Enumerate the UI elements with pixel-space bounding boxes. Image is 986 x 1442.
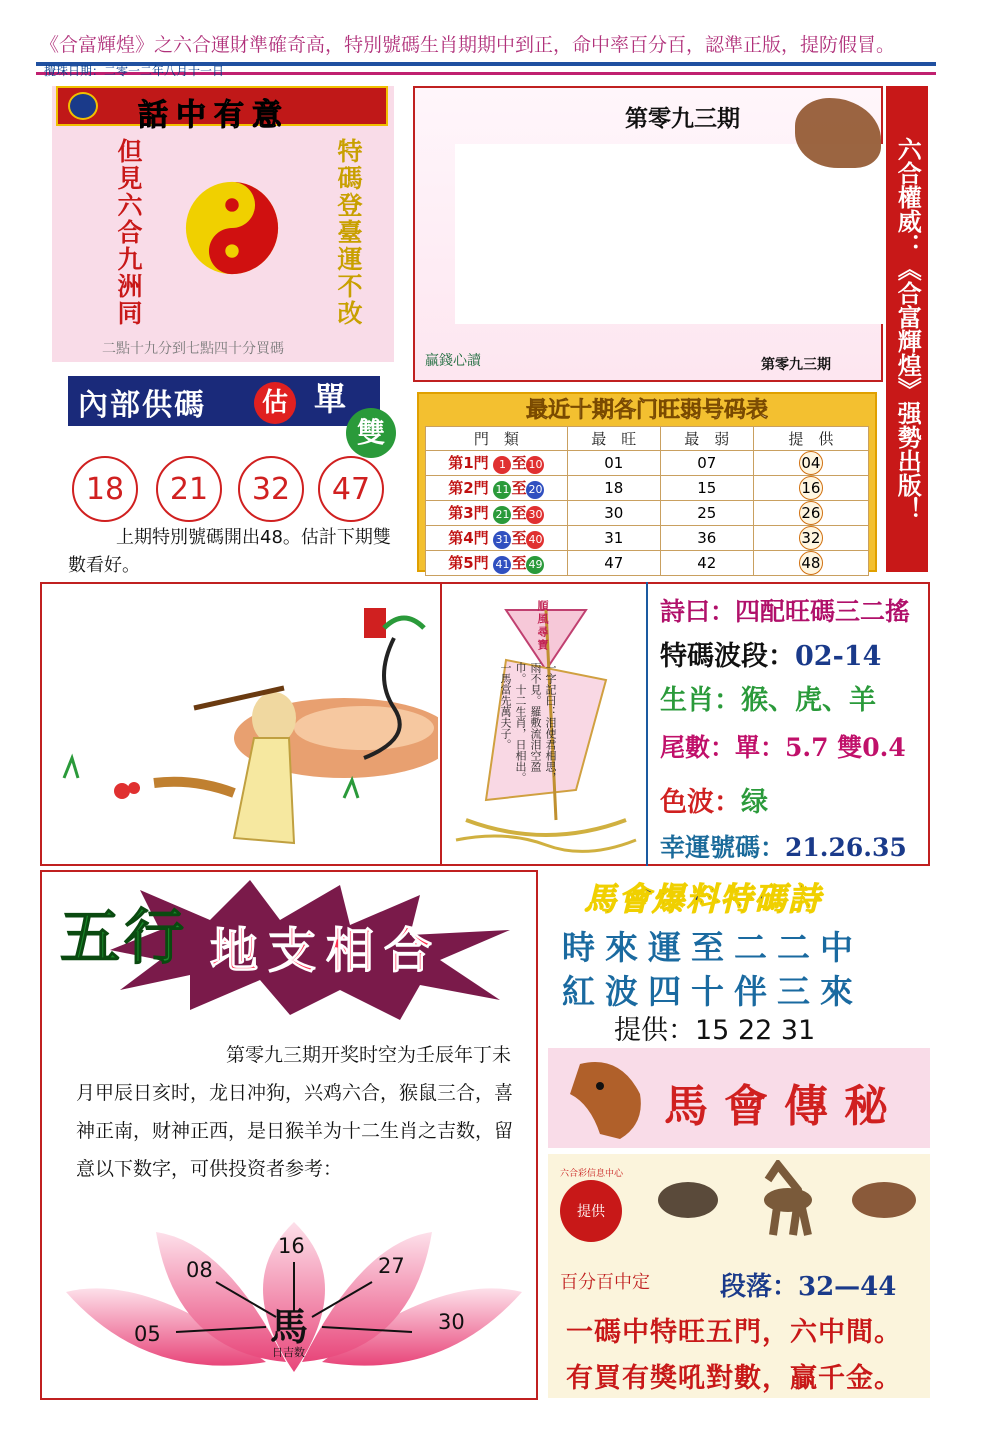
gate-cell: [426, 501, 568, 526]
horse-figure: [795, 98, 881, 168]
horse-poem-line1: 時來運至二二中: [562, 928, 863, 967]
table-row: [426, 451, 869, 476]
range-to: 20: [526, 481, 544, 499]
brand-logo-area: [455, 144, 885, 324]
col-header: 最 弱: [660, 427, 753, 451]
horse-head-icon: [560, 1054, 650, 1144]
lotus-number: 05: [134, 1322, 161, 1346]
banner-text: 《合富輝煌》之六合運財準確奇高，特別號碼生肖期期中到正，命中率百分百，認準正版，提防假冒。: [40, 34, 896, 56]
vertical-slogan: 六合權威：《合富輝煌》强勢出版！: [886, 86, 928, 572]
horse-poem-title: 馬會爆料特碼詩: [584, 880, 823, 918]
lucky-row: [660, 828, 907, 864]
divider: [440, 582, 442, 866]
range-to-word: 至: [511, 554, 527, 572]
gate-cell: [426, 526, 568, 551]
table-row: [426, 526, 869, 551]
poem-panel: [650, 584, 928, 864]
pick-number: 26: [799, 501, 823, 525]
double-tag: 雙: [346, 408, 396, 458]
range-to-word: 至: [511, 454, 527, 472]
gate-name: 第3門: [448, 504, 489, 522]
estimate-tag: 估: [254, 382, 296, 424]
hua-zhong-right: 特碼登臺運不改: [334, 138, 363, 327]
secret-line2: 有買有獎吼對數，贏千金。: [566, 1363, 902, 1394]
buy-time-note: 二點十九分到七點四十分買碼: [102, 341, 284, 357]
lotus-number: 30: [438, 1310, 465, 1334]
horse-poem-provide: 提供：15 22 31: [614, 1015, 816, 1046]
cold-cell: 36: [660, 526, 753, 551]
lucky-label: 幸運號碼：: [660, 833, 786, 862]
hua-zhong-left: 但見六合九洲同: [114, 138, 143, 327]
hua-zhong-panel: [52, 86, 394, 362]
pick-number: 32: [799, 526, 823, 550]
lotus-number: 27: [378, 1254, 405, 1278]
internal-header: [68, 376, 380, 426]
gate-cell: [426, 451, 568, 476]
secret-title: 馬會傳秘: [664, 1081, 904, 1132]
range-from: 1: [493, 456, 511, 474]
lotus-center-note: 日吉数: [272, 1346, 305, 1359]
brand-slogan: 贏錢心讀: [425, 353, 481, 369]
seal-ring-text: 六合彩信息中心: [560, 1169, 624, 1179]
col-header: 最 旺: [567, 427, 660, 451]
draw-date: 攪珠日期：二零一二年八月十一日: [44, 64, 225, 78]
pick-cell: [753, 526, 868, 551]
range-from: 31: [493, 531, 511, 549]
tail-double: 雙0.4: [837, 733, 906, 762]
lotus-number: 08: [186, 1258, 213, 1282]
poem-verse: 詩曰：四配旺碼三二搖: [660, 597, 911, 626]
gate-cell: [426, 476, 568, 501]
secret-header: [548, 1048, 930, 1148]
gate-name: 第5門: [448, 554, 489, 572]
range-from: 11: [493, 481, 511, 499]
sail-verse: 一字記曰：泪使君相思，雨不見。羅敷流泪空盈巾。十二生肖，日相出。一馬當先萬夫子。: [499, 662, 557, 783]
segment-text: 段落：32—44: [720, 1272, 897, 1302]
issue-title: 第零九三期: [625, 106, 740, 132]
wuxing-body: 第零九三期开奖时空为壬辰年丁未月甲辰日亥时，龙日冲狗，兴鸡六合，猴鼠三合，喜神正南，财神正西，是日猴羊为十二生肖之吉数，留意以下数字，可供投资者参考：: [76, 1044, 514, 1180]
wave-label: 特碼波段：: [660, 641, 795, 672]
animal-figures: [648, 1160, 924, 1240]
hot-cell: 18: [567, 476, 660, 501]
col-header: 門 類: [426, 427, 568, 451]
pick-cell: [753, 551, 868, 576]
gate-table-title: 最近十期各门旺弱号码表: [525, 398, 768, 423]
wuxing-title-a: 五行: [60, 903, 188, 973]
hundred-text: 百分百中定: [560, 1272, 650, 1293]
divider: [646, 582, 648, 866]
color-value: 绿: [741, 787, 768, 818]
range-to-word: 至: [511, 504, 527, 522]
col-header: 提 供: [753, 427, 868, 451]
number-ball: 18: [72, 456, 138, 522]
hua-zhong-title: 話中有意: [138, 98, 290, 133]
hua-zhong-header: [56, 86, 388, 133]
number-ball: 21: [156, 456, 222, 522]
hot-cell: 01: [567, 451, 660, 476]
gate-table: [425, 426, 869, 576]
range-to-word: 至: [511, 529, 527, 547]
table-row: [426, 476, 869, 501]
logo-icon: [68, 92, 98, 120]
sail-flag-text: 順風尋寶: [536, 600, 549, 652]
zodiac-value: 猴、虎、羊: [741, 685, 876, 716]
cold-cell: 42: [660, 551, 753, 576]
horse-poem-line2: 紅波四十伴三來: [562, 972, 863, 1011]
tail-label: 尾數：: [660, 733, 736, 762]
wave-value: 02-14: [795, 641, 882, 672]
hot-cell: 30: [567, 501, 660, 526]
wave-row: [660, 634, 881, 673]
pick-cell: [753, 501, 868, 526]
flute-player-illustration: [44, 588, 438, 862]
seal-text: 提供: [577, 1204, 605, 1220]
pick-cell: [753, 451, 868, 476]
zodiac-label: 生肖：: [660, 685, 741, 716]
pick-number: 48: [799, 551, 823, 575]
range-to: 49: [526, 556, 544, 574]
range-to: 40: [526, 531, 544, 549]
color-label: 色波：: [660, 787, 741, 818]
secret-line1: 一碼中特旺五門，六中間。: [566, 1317, 902, 1348]
range-to-word: 至: [511, 479, 527, 497]
tail-single: 單：5.7: [735, 733, 829, 762]
gate-name: 第2門: [448, 479, 489, 497]
range-to: 30: [526, 506, 544, 524]
number-ball: 32: [238, 456, 304, 522]
color-row: [660, 780, 768, 819]
range-from: 41: [493, 556, 511, 574]
number-ball: 47: [318, 456, 384, 522]
gate-cell: [426, 551, 568, 576]
issue-small: 第零九三期: [761, 357, 831, 373]
lotus-center-char: 馬: [270, 1305, 309, 1349]
zodiac-row: [660, 678, 876, 717]
cold-cell: 15: [660, 476, 753, 501]
internal-note: 上期特別號碼開出48。估計下期雙數看好。: [68, 527, 391, 576]
pick-number: 16: [799, 476, 823, 500]
brand-panel: [413, 86, 883, 382]
lucky-value: 21.26.35: [785, 833, 907, 862]
tail-row: [660, 728, 906, 764]
gate-table-panel: [417, 392, 877, 572]
table-row: [426, 551, 869, 576]
seal-icon: [560, 1180, 622, 1242]
cold-cell: 25: [660, 501, 753, 526]
gate-name: 第1門: [448, 454, 489, 472]
single-tag: 單: [314, 380, 347, 418]
internal-title: 內部供碼: [78, 388, 206, 423]
gate-name: 第4門: [448, 529, 489, 547]
yin-yang-icon: [184, 180, 280, 276]
range-to: 10: [526, 456, 544, 474]
table-row: [426, 501, 869, 526]
lotus-number: 16: [278, 1234, 305, 1258]
pick-number: 04: [799, 451, 823, 475]
wuxing-title-b: 地支相合: [210, 923, 443, 979]
pick-cell: [753, 476, 868, 501]
range-from: 21: [493, 506, 511, 524]
hot-cell: 47: [567, 551, 660, 576]
hot-cell: 31: [567, 526, 660, 551]
cold-cell: 07: [660, 451, 753, 476]
